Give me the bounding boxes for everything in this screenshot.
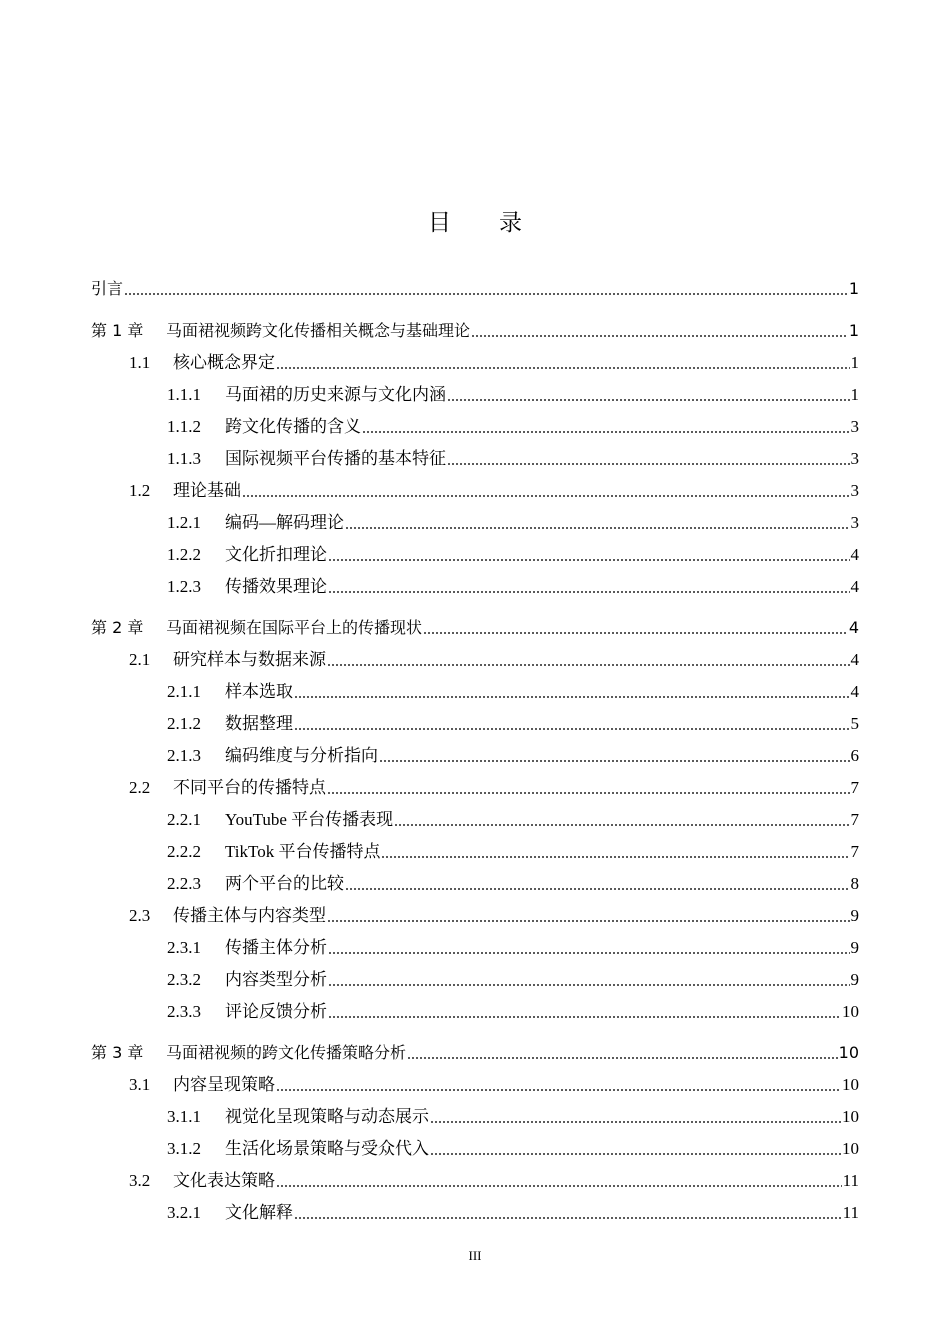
toc-entry-title: 不同平台的传播特点 [173, 778, 326, 797]
toc-entry-number: 2.1.3 [167, 746, 201, 765]
toc-entry-title: 两个平台的比较 [225, 874, 344, 893]
toc-entry-page: 11 [842, 1171, 859, 1190]
toc-entry-page: 10 [842, 1075, 859, 1094]
toc-entry-title: 文化表达策略 [173, 1171, 275, 1190]
dot-leader [327, 664, 850, 666]
toc-entry-page: 4 [850, 682, 859, 701]
toc-entry-number: 2.3 [129, 906, 151, 925]
dot-leader [407, 1057, 838, 1059]
toc-entry-number: 第 2 章 [91, 618, 144, 637]
toc-entry-number: 第 1 章 [91, 321, 144, 340]
dot-leader [394, 824, 849, 826]
toc-entry [91, 612, 859, 644]
dot-leader [381, 856, 849, 858]
dot-leader [242, 495, 850, 497]
toc-entry-number: 1.2.3 [167, 577, 201, 596]
toc-entry-number: 1.1.2 [167, 417, 201, 436]
toc-entry-number: 3.1.2 [167, 1139, 201, 1158]
toc-entry [167, 443, 859, 475]
dot-leader [327, 792, 850, 794]
toc-entry-title: 文化折扣理论 [225, 545, 327, 564]
dot-leader [328, 1016, 841, 1018]
toc-entry-number: 2.3.1 [167, 938, 201, 957]
toc-entry-number: 2.2.2 [167, 842, 201, 861]
toc-entry-title: 马面裙视频的跨文化传播策略分析 [166, 1043, 407, 1062]
toc-entry-number: 2.1.2 [167, 714, 201, 733]
toc-entry-number: 1.2.2 [167, 545, 201, 564]
dot-leader [328, 952, 850, 954]
toc-entry-page: 9 [850, 938, 859, 957]
toc-entry-title: 生活化场景策略与受众代入 [225, 1139, 429, 1158]
toc-entry [167, 571, 859, 603]
toc-entry-title: 马面裙的历史来源与文化内涵 [225, 385, 446, 404]
toc-entry [129, 1165, 859, 1197]
toc-entry-title: 跨文化传播的含义 [225, 417, 361, 436]
toc-entry-page: 10 [838, 1043, 859, 1062]
toc-entry [167, 740, 859, 772]
dot-leader [124, 293, 848, 295]
toc-entry-page: 3 [850, 417, 859, 436]
toc-entry [91, 315, 859, 347]
toc-entry [129, 1069, 859, 1101]
toc-entry-page: 1 [848, 321, 859, 340]
dot-leader [328, 559, 850, 561]
toc-entry-number: 1.2.1 [167, 513, 201, 532]
toc-entry-page: 5 [850, 714, 859, 733]
toc-entry [129, 644, 859, 676]
toc-entry-page: 1 [850, 385, 859, 404]
toc-entry-page: 3 [850, 513, 859, 532]
toc-entry-number: 1.1.3 [167, 449, 201, 468]
toc-entry-number: 2.1 [129, 650, 151, 669]
toc-entry-page: 9 [850, 906, 859, 925]
toc-entry [167, 539, 859, 571]
dot-leader [328, 984, 850, 986]
toc-entry-page: 7 [850, 842, 859, 861]
toc-entry-page: 9 [850, 970, 859, 989]
page-number: III [468, 1248, 482, 1263]
dot-leader [294, 1217, 842, 1219]
toc-entry [129, 900, 859, 932]
dot-leader [430, 1121, 841, 1123]
toc-entry-title: 理论基础 [173, 481, 241, 500]
toc-entry-page: 1 [848, 279, 859, 298]
toc-entry-page: 4 [850, 650, 859, 669]
dot-leader [276, 1089, 841, 1091]
toc-entry-number: 3.2 [129, 1171, 151, 1190]
toc-entry-number: 3.1.1 [167, 1107, 201, 1126]
toc-entry-page: 3 [850, 449, 859, 468]
dot-leader [362, 431, 850, 433]
toc-entry [129, 772, 859, 804]
toc-entry [167, 507, 859, 539]
toc-entry-page: 11 [842, 1203, 859, 1222]
toc-entry [167, 836, 859, 868]
toc-entry-title: 数据整理 [225, 714, 293, 733]
toc-entry-title: 评论反馈分析 [225, 1002, 327, 1021]
toc-entry-page: 7 [850, 778, 859, 797]
toc-entry-number: 2.3.2 [167, 970, 201, 989]
toc-entry [167, 411, 859, 443]
toc-entry-title: 视觉化呈现策略与动态展示 [225, 1107, 429, 1126]
toc-entry-page: 10 [842, 1139, 859, 1158]
toc-entry-title: 核心概念界定 [173, 353, 275, 372]
toc-entry [167, 964, 859, 996]
toc-entry-page: 7 [850, 810, 859, 829]
dot-leader [276, 367, 850, 369]
toc-entry-title: 编码维度与分析指向 [225, 746, 378, 765]
toc-entry-title: 国际视频平台传播的基本特征 [225, 449, 446, 468]
dot-leader [345, 527, 850, 529]
toc-entry-number: 3.1 [129, 1075, 151, 1094]
dot-leader [430, 1153, 841, 1155]
dot-leader [327, 920, 850, 922]
dot-leader [276, 1185, 842, 1187]
toc-entry [167, 1197, 859, 1229]
toc-entry-page: 4 [850, 545, 859, 564]
toc-entry [91, 273, 859, 305]
dot-leader [294, 728, 850, 730]
toc-entry-number: 2.2.3 [167, 874, 201, 893]
toc-entry-number: 1.1 [129, 353, 151, 372]
toc-entry-page: 6 [850, 746, 859, 765]
toc-entry [167, 708, 859, 740]
toc-entry [167, 868, 859, 900]
toc-entry [167, 932, 859, 964]
page-title: 目录 [428, 210, 570, 236]
toc-entry-title: 编码—解码理论 [225, 513, 344, 532]
dot-leader [423, 632, 848, 634]
toc-entry-page: 8 [850, 874, 859, 893]
toc-entry-number: 3.2.1 [167, 1203, 201, 1222]
toc-entry-title: 样本选取 [225, 682, 293, 701]
toc-entry [91, 1037, 859, 1069]
toc-entry-page: 3 [850, 481, 859, 500]
toc-entry-title: 马面裙视频在国际平台上的传播现状 [166, 618, 423, 637]
toc-entry [129, 347, 859, 379]
toc-entry-page: 10 [842, 1002, 859, 1021]
toc-entry-title: 传播主体与内容类型 [173, 906, 326, 925]
toc-entry-number: 2.3.3 [167, 1002, 201, 1021]
toc-entry-page: 4 [848, 618, 859, 637]
toc-entry [129, 475, 859, 507]
dot-leader [345, 888, 850, 890]
toc-entry [167, 379, 859, 411]
toc-entry-number: 2.1.1 [167, 682, 201, 701]
dot-leader [447, 463, 850, 465]
toc-entry [167, 1133, 859, 1165]
toc-entry-number: 1.1.1 [167, 385, 201, 404]
toc-entry-page: 4 [850, 577, 859, 596]
toc-entry [167, 676, 859, 708]
toc-entry-title: YouTube 平台传播表现 [225, 810, 394, 829]
toc-entry-title: 引言 [91, 279, 124, 298]
toc-entry-title: 传播效果理论 [225, 577, 327, 596]
toc-entry-title: 马面裙视频跨文化传播相关概念与基础理论 [166, 321, 471, 340]
toc-entry-title: 文化解释 [225, 1203, 293, 1222]
dot-leader [294, 696, 850, 698]
toc-entry-number: 2.2 [129, 778, 151, 797]
dot-leader [328, 591, 850, 593]
dot-leader [447, 399, 850, 401]
toc-entry-page: 1 [850, 353, 859, 372]
toc-entry [167, 1101, 859, 1133]
toc-entry-number: 1.2 [129, 481, 151, 500]
toc-entry-title: 研究样本与数据来源 [173, 650, 326, 669]
dot-leader [379, 760, 850, 762]
toc-entry-title: 传播主体分析 [225, 938, 327, 957]
toc-entry [167, 804, 859, 836]
toc-entry-number: 第 3 章 [91, 1043, 144, 1062]
dot-leader [471, 335, 848, 337]
toc-entry-number: 2.2.1 [167, 810, 201, 829]
toc-entry-title: 内容呈现策略 [173, 1075, 275, 1094]
toc-entry-title: 内容类型分析 [225, 970, 327, 989]
toc-entry-page: 10 [842, 1107, 859, 1126]
toc-entry [167, 996, 859, 1028]
toc-entry-title: TikTok 平台传播特点 [225, 842, 381, 861]
